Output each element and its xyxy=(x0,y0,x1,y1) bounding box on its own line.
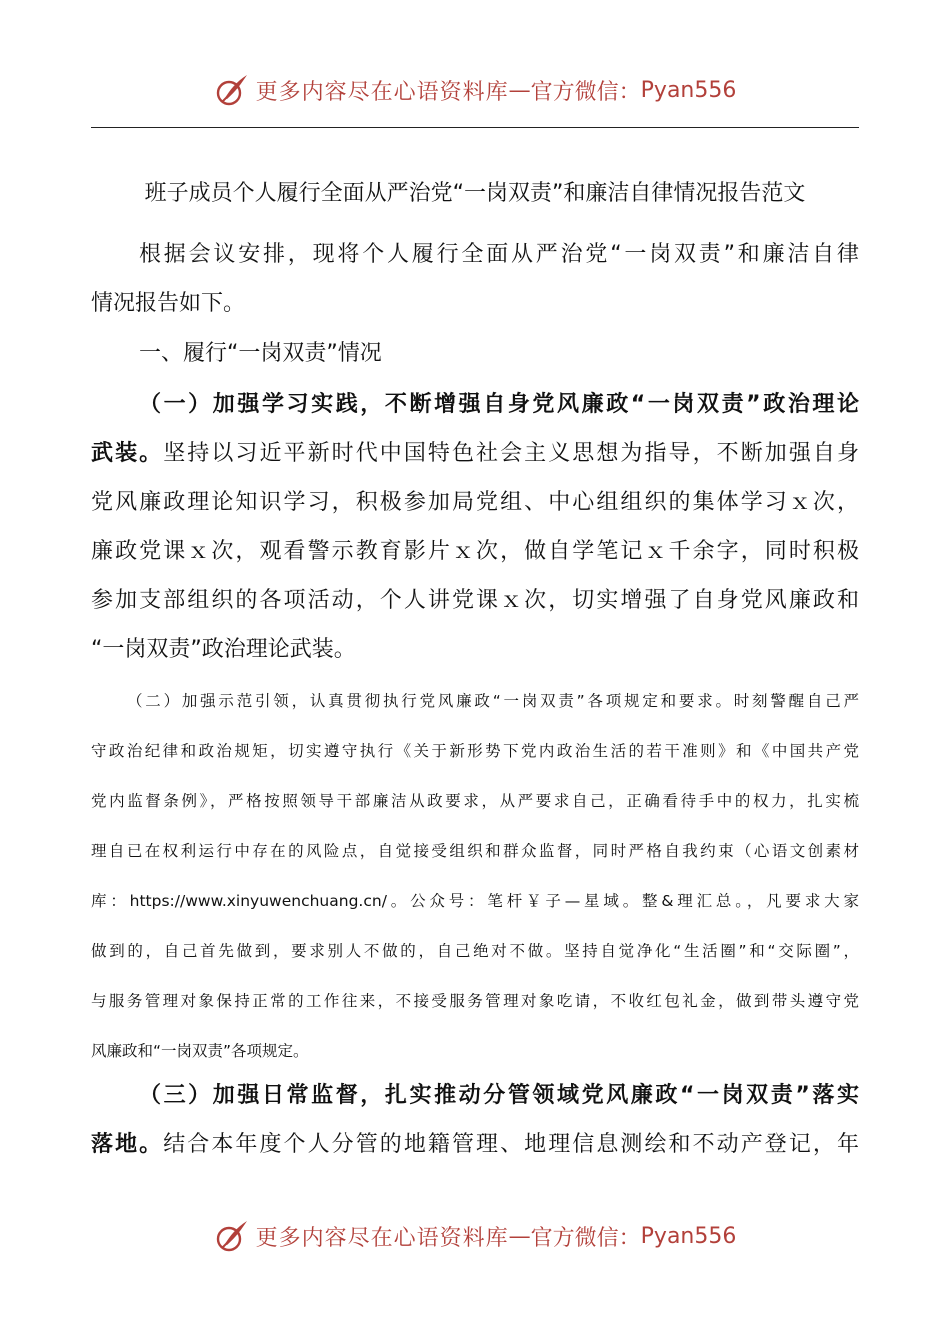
header-wechat-id: Pyan556 xyxy=(640,77,737,103)
header-banner xyxy=(0,70,950,110)
item-1-paragraph xyxy=(91,380,859,674)
footer-banner xyxy=(0,1216,950,1256)
item1-line: 廉政党课ｘ次，观看警示教育影片ｘ次，做自学笔记ｘ千余字，同时积极 xyxy=(91,539,859,564)
item1-heading-line: （一）加强学习实践，不断增强自身党风廉政“一岗双责”政治理论 xyxy=(139,392,859,417)
footer-wechat-label: 官方微信： xyxy=(530,1225,641,1251)
header-wechat-label: 官方微信： xyxy=(530,79,641,105)
item1-text: 坚持以习近平新时代中国特色社会主义思想为指导，不断加强自身 xyxy=(163,441,859,466)
footer-brand: 更多内容尽在心语资料库 xyxy=(255,1225,509,1251)
section1-heading: 一、履行“一岗双责”情况 xyxy=(139,341,382,366)
item2-line: 理自已在权利运行中存在的风险点，自觉接受组织和群众监督，同时严格自我约束（心语文创素材 xyxy=(91,842,859,860)
item2-line: 党内监督条例》，严格按照领导干部廉洁从政要求，从严要求自己，正确看待手中的权力，扎实梳 xyxy=(91,792,859,810)
item1-line: 党风廉政理论知识学习，积极参加局党组、中心组组织的集体学习ｘ次， xyxy=(91,490,859,515)
item1-line xyxy=(91,429,859,478)
item2-line: 库：https://www.xinyuwenchuang.cn/。公众号：笔杆￥子—星域。整&理汇总。，凡要求大家 xyxy=(91,892,859,910)
intro-line: 情况报告如下。 xyxy=(91,291,246,316)
item1-heading-end: 武装。 xyxy=(91,441,164,466)
item3-text: 结合本年度个人分管的地籍管理、地理信息测绘和不动产登记，年 xyxy=(163,1132,859,1157)
item1-line: “一岗双责”政治理论武装。 xyxy=(91,637,356,662)
item2-line: 风廉政和“一岗双责”各项规定。 xyxy=(91,1042,309,1060)
header-separator: — xyxy=(508,77,531,103)
document-title: 班子成员个人履行全面从严治党“一岗双责”和廉洁自律情况报告范文 xyxy=(144,181,806,206)
item2-line: （二）加强示范引领，认真贯彻执行党风廉政“一岗双责”各项规定和要求。时刻警醒自己严 xyxy=(127,692,859,710)
footer-wechat-id: Pyan556 xyxy=(640,1223,737,1249)
item2-line: 守政治纪律和政治规矩，切实遵守执行《关于新形势下党内政治生活的若干准则》和《中国共产党 xyxy=(91,742,859,760)
item-2-paragraph xyxy=(91,676,859,1076)
quill-logo-icon xyxy=(214,1218,250,1254)
intro-paragraph xyxy=(91,230,859,328)
footer-separator: — xyxy=(508,1223,531,1249)
quill-logo-icon xyxy=(214,72,250,108)
item1-line: 参加支部组织的各项活动，个人讲党课ｘ次，切实增强了自身党风廉政和 xyxy=(91,588,859,613)
header-brand: 更多内容尽在心语资料库 xyxy=(255,79,509,105)
item-3-paragraph xyxy=(91,1071,859,1169)
intro-line: 根据会议安排，现将个人履行全面从严治党“一岗双责”和廉洁自律 xyxy=(139,242,859,267)
item2-line: 与服务管理对象保持正常的工作往来，不接受服务管理对象吃请，不收红包礼金，做到带头遵守党 xyxy=(91,992,859,1010)
item3-heading-line: （三）加强日常监督，扎实推动分管领域党风廉政“一岗双责”落实 xyxy=(139,1083,859,1108)
section-heading xyxy=(91,329,859,378)
item3-line xyxy=(91,1120,859,1169)
item2-line: 做到的，自己首先做到，要求别人不做的，自己绝对不做。坚持自觉净化“生活圈”和“交际圈”， xyxy=(91,942,859,960)
header-divider xyxy=(91,127,859,128)
item3-heading-end: 落地。 xyxy=(91,1132,164,1157)
